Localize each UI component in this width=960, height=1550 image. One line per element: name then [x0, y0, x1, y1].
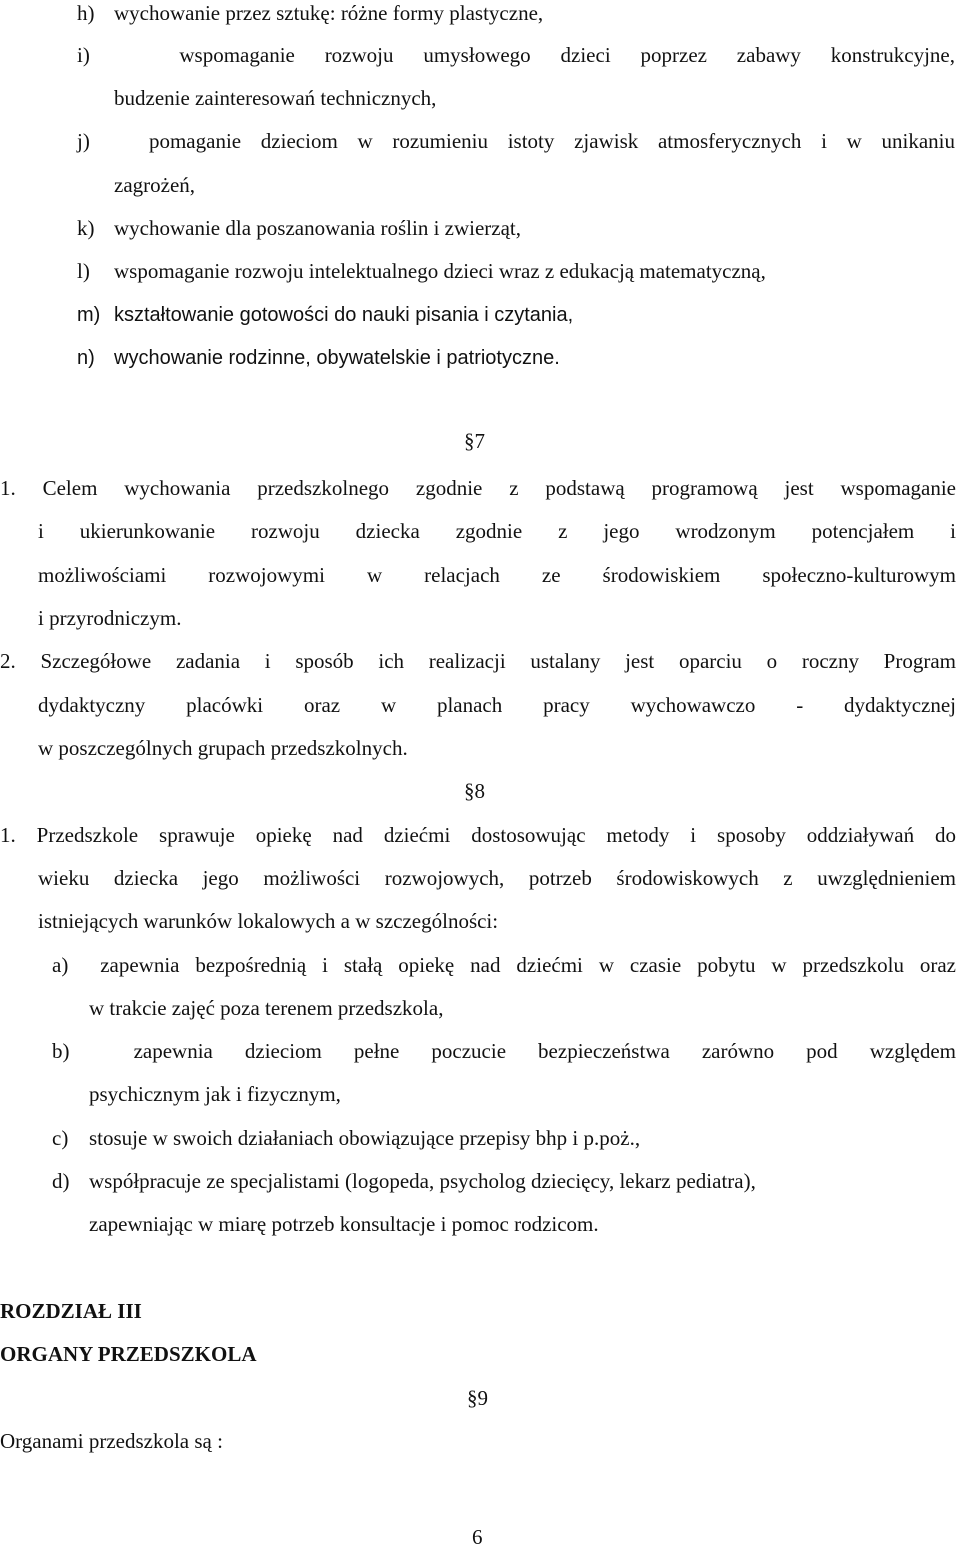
list-item-j: j) pomaganie dzieciom w rozumieniu istoty zjawisk atmosferycznych i w unikaniu: [77, 129, 956, 153]
sec8-item-a: a) zapewnia bezpośrednią i stałą opiekę nad dziećmi w czasie pobytu w przedszkolu oraz: [52, 953, 957, 977]
list-item-i: i) wspomaganie rozwoju umysłowego dzieci poprzez zabawy konstrukcyjne,: [77, 43, 955, 67]
sec8-p1-line3: istniejących warunków lokalowych a w szczególności:: [38, 909, 499, 933]
sec7-p2-line1: 2. Szczegółowe zadania i sposób ich realizacji ustalany jest oparciu o roczny Program: [0, 649, 956, 673]
sec8-item-b: b) zapewnia dzieciom pełne poczucie bezpieczeństwa zarówno pod względem: [52, 1039, 957, 1063]
page-number: 6: [472, 1525, 483, 1549]
sec7-p1-line3: możliwościami rozwojowymi w relacjach ze środowiskiem społeczno-kulturowym: [38, 563, 956, 587]
chapter-title: ORGANY PRZEDSZKOLA: [0, 1342, 257, 1366]
sec8-item-b-cont: psychicznym jak i fizycznym,: [89, 1082, 341, 1106]
chapter-number: ROZDZIAŁ III: [0, 1299, 142, 1323]
list-item-k: k) wychowanie dla poszanowania roślin i zwierząt,: [77, 216, 522, 240]
list-item-i-cont: budzenie zainteresowań technicznych,: [114, 86, 437, 110]
sec9-intro: Organami przedszkola są :: [0, 1429, 223, 1453]
sec8-p1-line2: wieku dziecka jego możliwości rozwojowych, potrzeb środowiskowych z uwzględnieniem: [38, 866, 956, 890]
sec7-p1-line2: i ukierunkowanie rozwoju dziecka zgodnie z jego wrodzonym potencjałem i: [38, 519, 956, 543]
sec8-item-a-cont: w trakcie zajęć poza terenem przedszkola,: [89, 996, 444, 1020]
sec7-p1-line4: i przyrodniczym.: [38, 606, 182, 630]
sec7-p1-line1: 1. Celem wychowania przedszkolnego zgodnie z podstawą programową jest wspomaganie: [0, 476, 956, 500]
list-item-h: h) wychowanie przez sztukę: różne formy plastyczne,: [77, 1, 544, 25]
section-8-heading: §8: [464, 779, 485, 803]
list-item-j-cont: zagrożeń,: [114, 173, 196, 197]
sec7-p2-line3: w poszczególnych grupach przedszkolnych.: [38, 736, 408, 760]
section-9-heading: §9: [467, 1386, 488, 1410]
list-item-m: m) kształtowanie gotowości do nauki pisania i czytania,: [77, 304, 574, 326]
sec8-item-d: d) współpracuje ze specjalistami (logopeda, psycholog dziecięcy, lekarz pediatra),: [52, 1169, 756, 1193]
sec8-p1-line1: 1. Przedszkole sprawuje opiekę nad dziećmi dostosowując metody i sposoby oddziaływań do: [0, 823, 956, 847]
section-7-heading: §7: [464, 429, 485, 453]
sec8-item-d-cont: zapewniając w miarę potrzeb konsultacje i pomoc rodzicom.: [89, 1212, 599, 1236]
list-item-n: n) wychowanie rodzinne, obywatelskie i patriotyczne.: [77, 347, 560, 369]
sec7-p2-line2: dydaktyczny placówki oraz w planach pracy wychowawczo - dydaktycznej: [38, 693, 956, 717]
sec8-item-c: c) stosuje w swoich działaniach obowiązujące przepisy bhp i p.poż.,: [52, 1126, 641, 1150]
list-item-l: l) wspomaganie rozwoju intelektualnego dzieci wraz z edukacją matematyczną,: [77, 259, 766, 283]
